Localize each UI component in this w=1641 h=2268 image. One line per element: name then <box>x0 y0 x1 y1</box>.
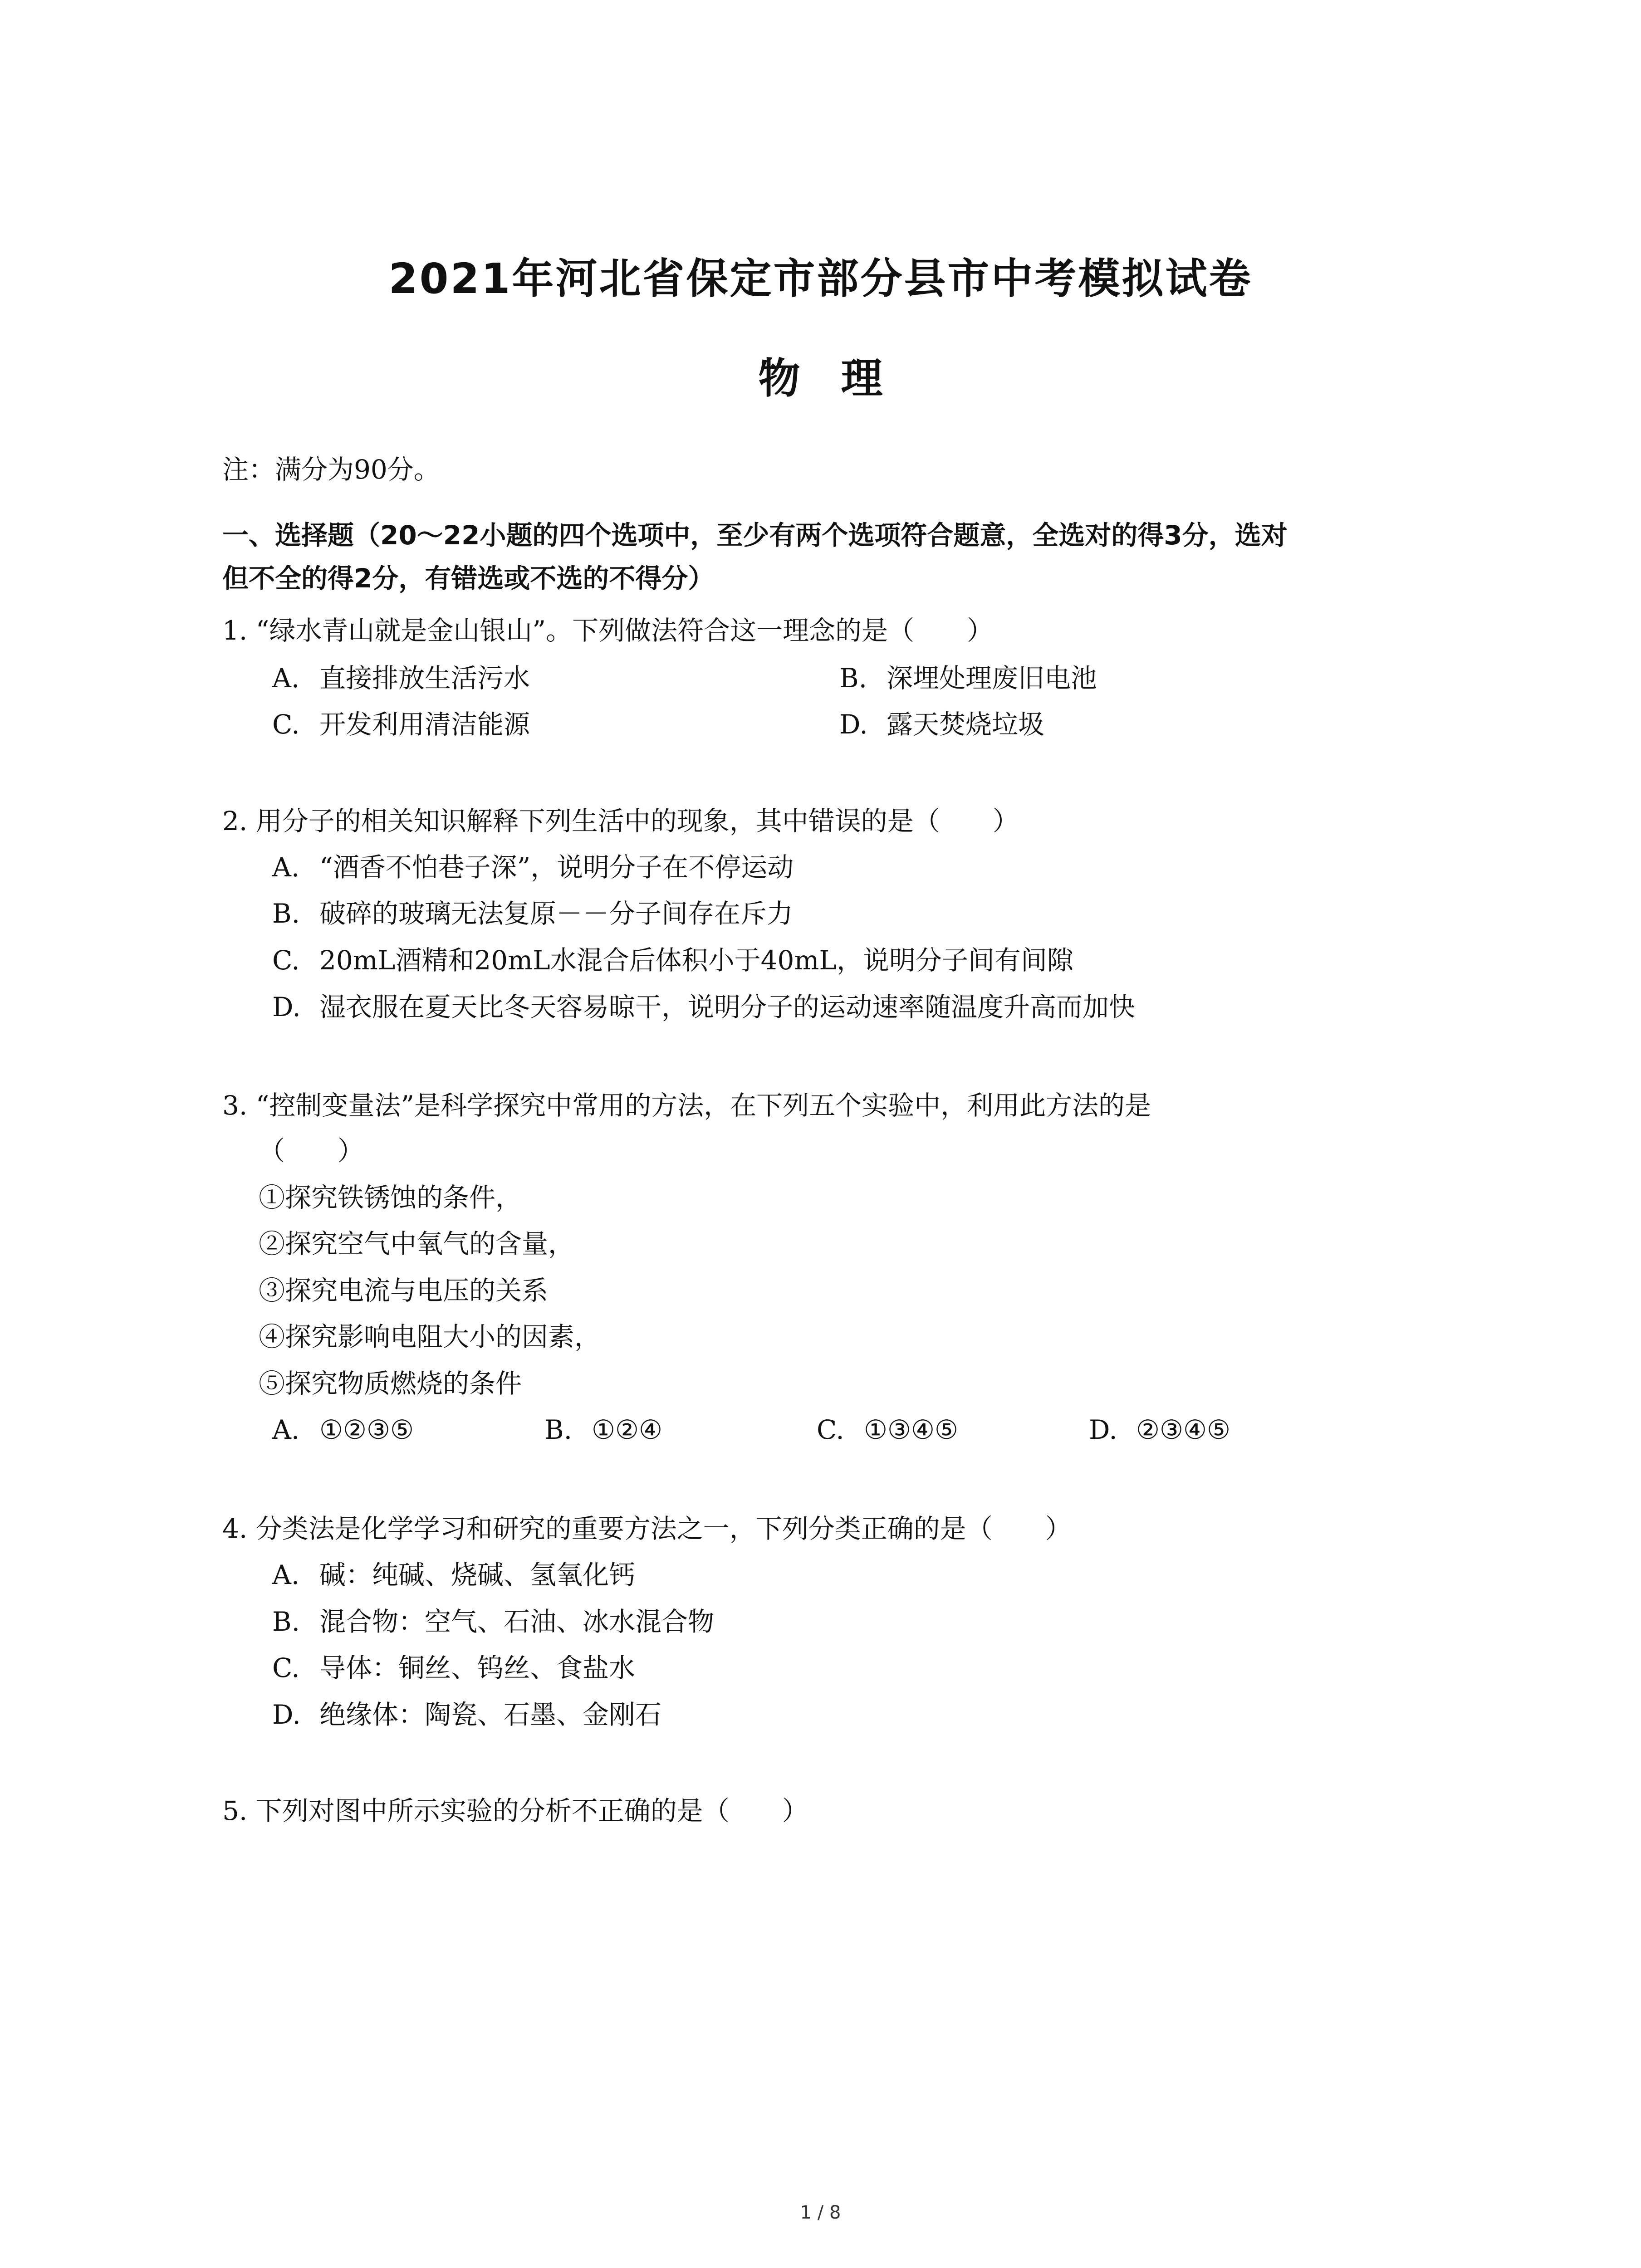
option-letter: C. <box>272 945 300 976</box>
option-text: 湿衣服在夏天比冬天容易晾干，说明分子的运动速率随温度升高而加快 <box>319 992 1136 1022</box>
option-letter: A. <box>272 1414 300 1445</box>
option-letter: A. <box>272 1559 300 1590</box>
q2-option-c <box>272 942 1073 978</box>
option-text: 绝缘体：陶瓷、石墨、金刚石 <box>319 1699 662 1730</box>
q4-option-c <box>272 1650 635 1686</box>
option-text: 破碎的玻璃无法复原－－分子间存在斥力 <box>319 898 794 929</box>
option-letter: C. <box>272 1652 300 1683</box>
q2-option-a <box>272 849 794 885</box>
option-letter: B. <box>272 1606 300 1637</box>
option-text: 碱：纯碱、烧碱、氢氧化钙 <box>319 1559 636 1590</box>
option-letter: D. <box>272 992 301 1022</box>
option-letter: A. <box>272 663 300 694</box>
q3-option-a <box>272 1412 414 1448</box>
q1-option-d <box>839 706 1044 743</box>
q1-option-c <box>272 706 530 743</box>
option-letter: D. <box>272 1699 301 1730</box>
q2-option-d <box>272 989 1135 1025</box>
question-1-stem: 1. “绿水青山就是金山银山”。下列做法符合这一理念的是（ ） <box>222 615 994 646</box>
question-2-stem: 2. 用分子的相关知识解释下列生活中的现象，其中错误的是（ ） <box>222 806 1019 836</box>
q3-option-d <box>1089 1412 1230 1448</box>
section-heading-line1: 一、选择题（20～22小题的四个选项中，至少有两个选项符合题意，全选对的得3分，选对 <box>222 520 1288 551</box>
q3-item-5: ⑤探究物质燃烧的条件 <box>259 1368 522 1399</box>
option-text: 混合物：空气、石油、冰水混合物 <box>319 1606 715 1637</box>
option-text: 开发利用清洁能源 <box>319 709 530 740</box>
q1-option-b <box>839 660 1097 696</box>
page-number: 1 / 8 <box>800 2202 841 2223</box>
q1-option-a <box>272 660 530 696</box>
option-text: “酒香不怕巷子深”，说明分子在不停运动 <box>319 852 794 883</box>
option-letter: A. <box>272 852 300 883</box>
question-5-stem: 5. 下列对图中所示实验的分析不正确的是（ ） <box>222 1795 808 1826</box>
q4-option-a <box>272 1557 635 1593</box>
option-text: 20mL酒精和20mL水混合后体积小于40mL，说明分子间有间隙 <box>319 945 1073 976</box>
exam-title: 2021年河北省保定市部分县市中考模拟试卷 <box>388 254 1253 303</box>
option-text: ①②④ <box>592 1414 662 1445</box>
q3-item-4: ④探究影响电阻大小的因素， <box>259 1321 601 1352</box>
option-text: 直接排放生活污水 <box>319 663 530 694</box>
q2-option-b <box>272 895 793 932</box>
q3-option-b <box>544 1412 662 1448</box>
option-text: 露天焚烧垃圾 <box>887 709 1045 740</box>
q3-item-3: ③探究电流与电压的关系 <box>259 1275 549 1306</box>
option-text: 导体：铜丝、钨丝、食盐水 <box>319 1652 636 1683</box>
question-4-stem: 4. 分类法是化学学习和研究的重要方法之一，下列分类正确的是（ ） <box>222 1513 1072 1544</box>
q3-item-1: ①探究铁锈蚀的条件， <box>259 1182 522 1213</box>
score-note: 注：满分为90分。 <box>222 454 440 485</box>
option-letter: B. <box>272 898 300 929</box>
option-text: ①③④⑤ <box>864 1414 958 1445</box>
option-text: 深埋处理废旧电池 <box>887 663 1097 694</box>
option-text: ①②③⑤ <box>319 1414 414 1445</box>
option-letter: D. <box>1089 1414 1117 1445</box>
option-letter: B. <box>544 1414 573 1445</box>
option-letter: C. <box>272 709 300 740</box>
question-3-stem: 3. “控制变量法”是科学探究中常用的方法，在下列五个实验中，利用此方法的是 <box>222 1090 1151 1121</box>
option-text: ②③④⑤ <box>1136 1414 1230 1445</box>
q4-option-b <box>272 1603 714 1640</box>
option-letter: B. <box>839 663 867 694</box>
section-heading-line2: 但不全的得2分，有错选或不选的不得分） <box>222 563 715 594</box>
q3-option-c <box>817 1412 958 1448</box>
q4-option-d <box>272 1696 661 1733</box>
q3-item-2: ②探究空气中氧气的含量， <box>259 1228 575 1259</box>
option-letter: C. <box>817 1414 844 1445</box>
option-letter: D. <box>839 709 868 740</box>
subject-title: 物理 <box>758 354 924 403</box>
question-3-stem-cont: （ ） <box>259 1135 364 1166</box>
